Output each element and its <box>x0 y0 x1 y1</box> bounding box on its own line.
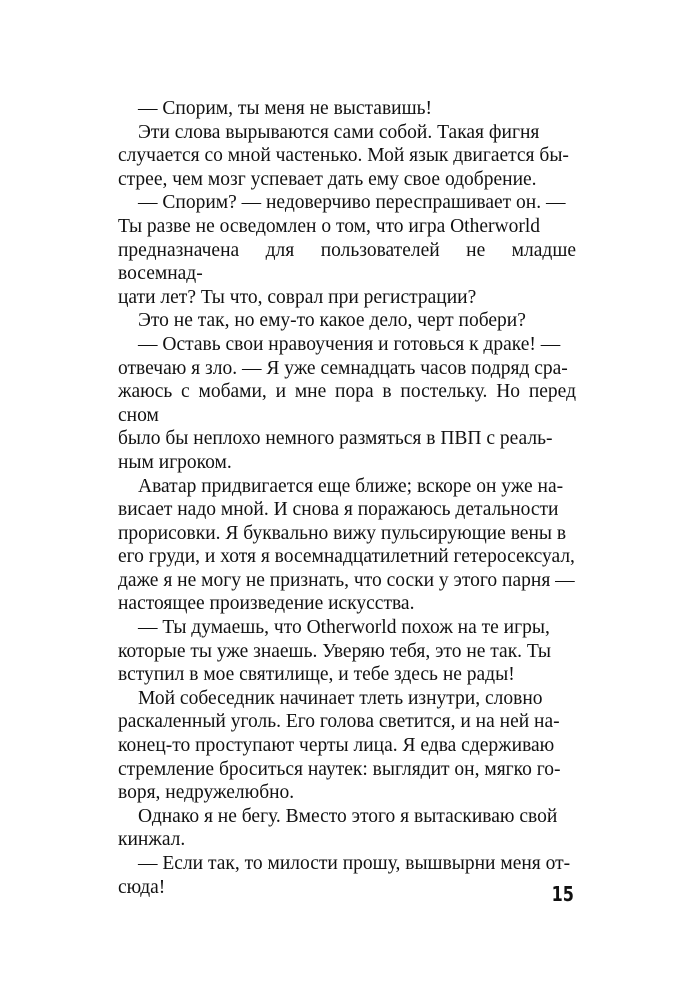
paragraph: — Ты думаешь, что Otherworld похож на те игры, которые ты уже знаешь. Уверяю тебя, это не так. Ты вступил в мое святилище, и тебе здесь не рады! <box>118 617 551 686</box>
paragraph: Это не так, но ему-то какое дело, черт побери? <box>138 310 526 332</box>
paragraph: Аватар придвигается еще ближе; вскоре он уже на- висает надо мной. И снова я поражаюсь детальности прорисовки. Я буквально вижу пульсирующие вены в его груди, и хотя я восемнадцатилетний гетеросексуал, даже я не могу не признать, что соски у этого парня — настоящее произведение искусства. <box>118 475 575 615</box>
paragraph: — Оставь свои нравоучения и готовься к драке! — отвечаю я зло. — Я уже семнадцать часов подряд сра- жаюсь с мобами, и мне пора в постельку. Но перед сном было бы неплохо немного размяться в ПВП с реаль- ным игроком. <box>118 333 576 473</box>
page-number: 15 <box>551 882 574 906</box>
paragraph: — Спорим? — недоверчиво переспрашивает он. — Ты разве не осведомлен о том, что игра Otherworld предназначена для пользователей не младше восемнад- цати лет? Ты что, соврал при регистрации? <box>118 192 576 308</box>
paragraph: Однако я не бегу. Вместо этого я вытаскиваю свой кинжал. <box>118 805 558 851</box>
paragraph: Мой собеседник начинает тлеть изнутри, словно раскаленный уголь. Его голова светится, и на ней на- конец-то проступают черты лица. Я едва сдерживаю стремление броситься наутек: выглядит он, мягко го- воря, недружелюбно. <box>118 687 561 804</box>
paragraph: — Спорим, ты меня не выставишь! <box>138 98 433 119</box>
paragraph: — Если так, то милости прошу, вышвырни меня от- сюда! <box>118 853 571 898</box>
body-text <box>118 97 576 899</box>
paragraph: Эти слова вырываются сами собой. Такая фигня случается со мной частенько. Мой язык двигается бы- стрее, чем мозг успевает дать ему свое одобрение. <box>118 121 569 190</box>
